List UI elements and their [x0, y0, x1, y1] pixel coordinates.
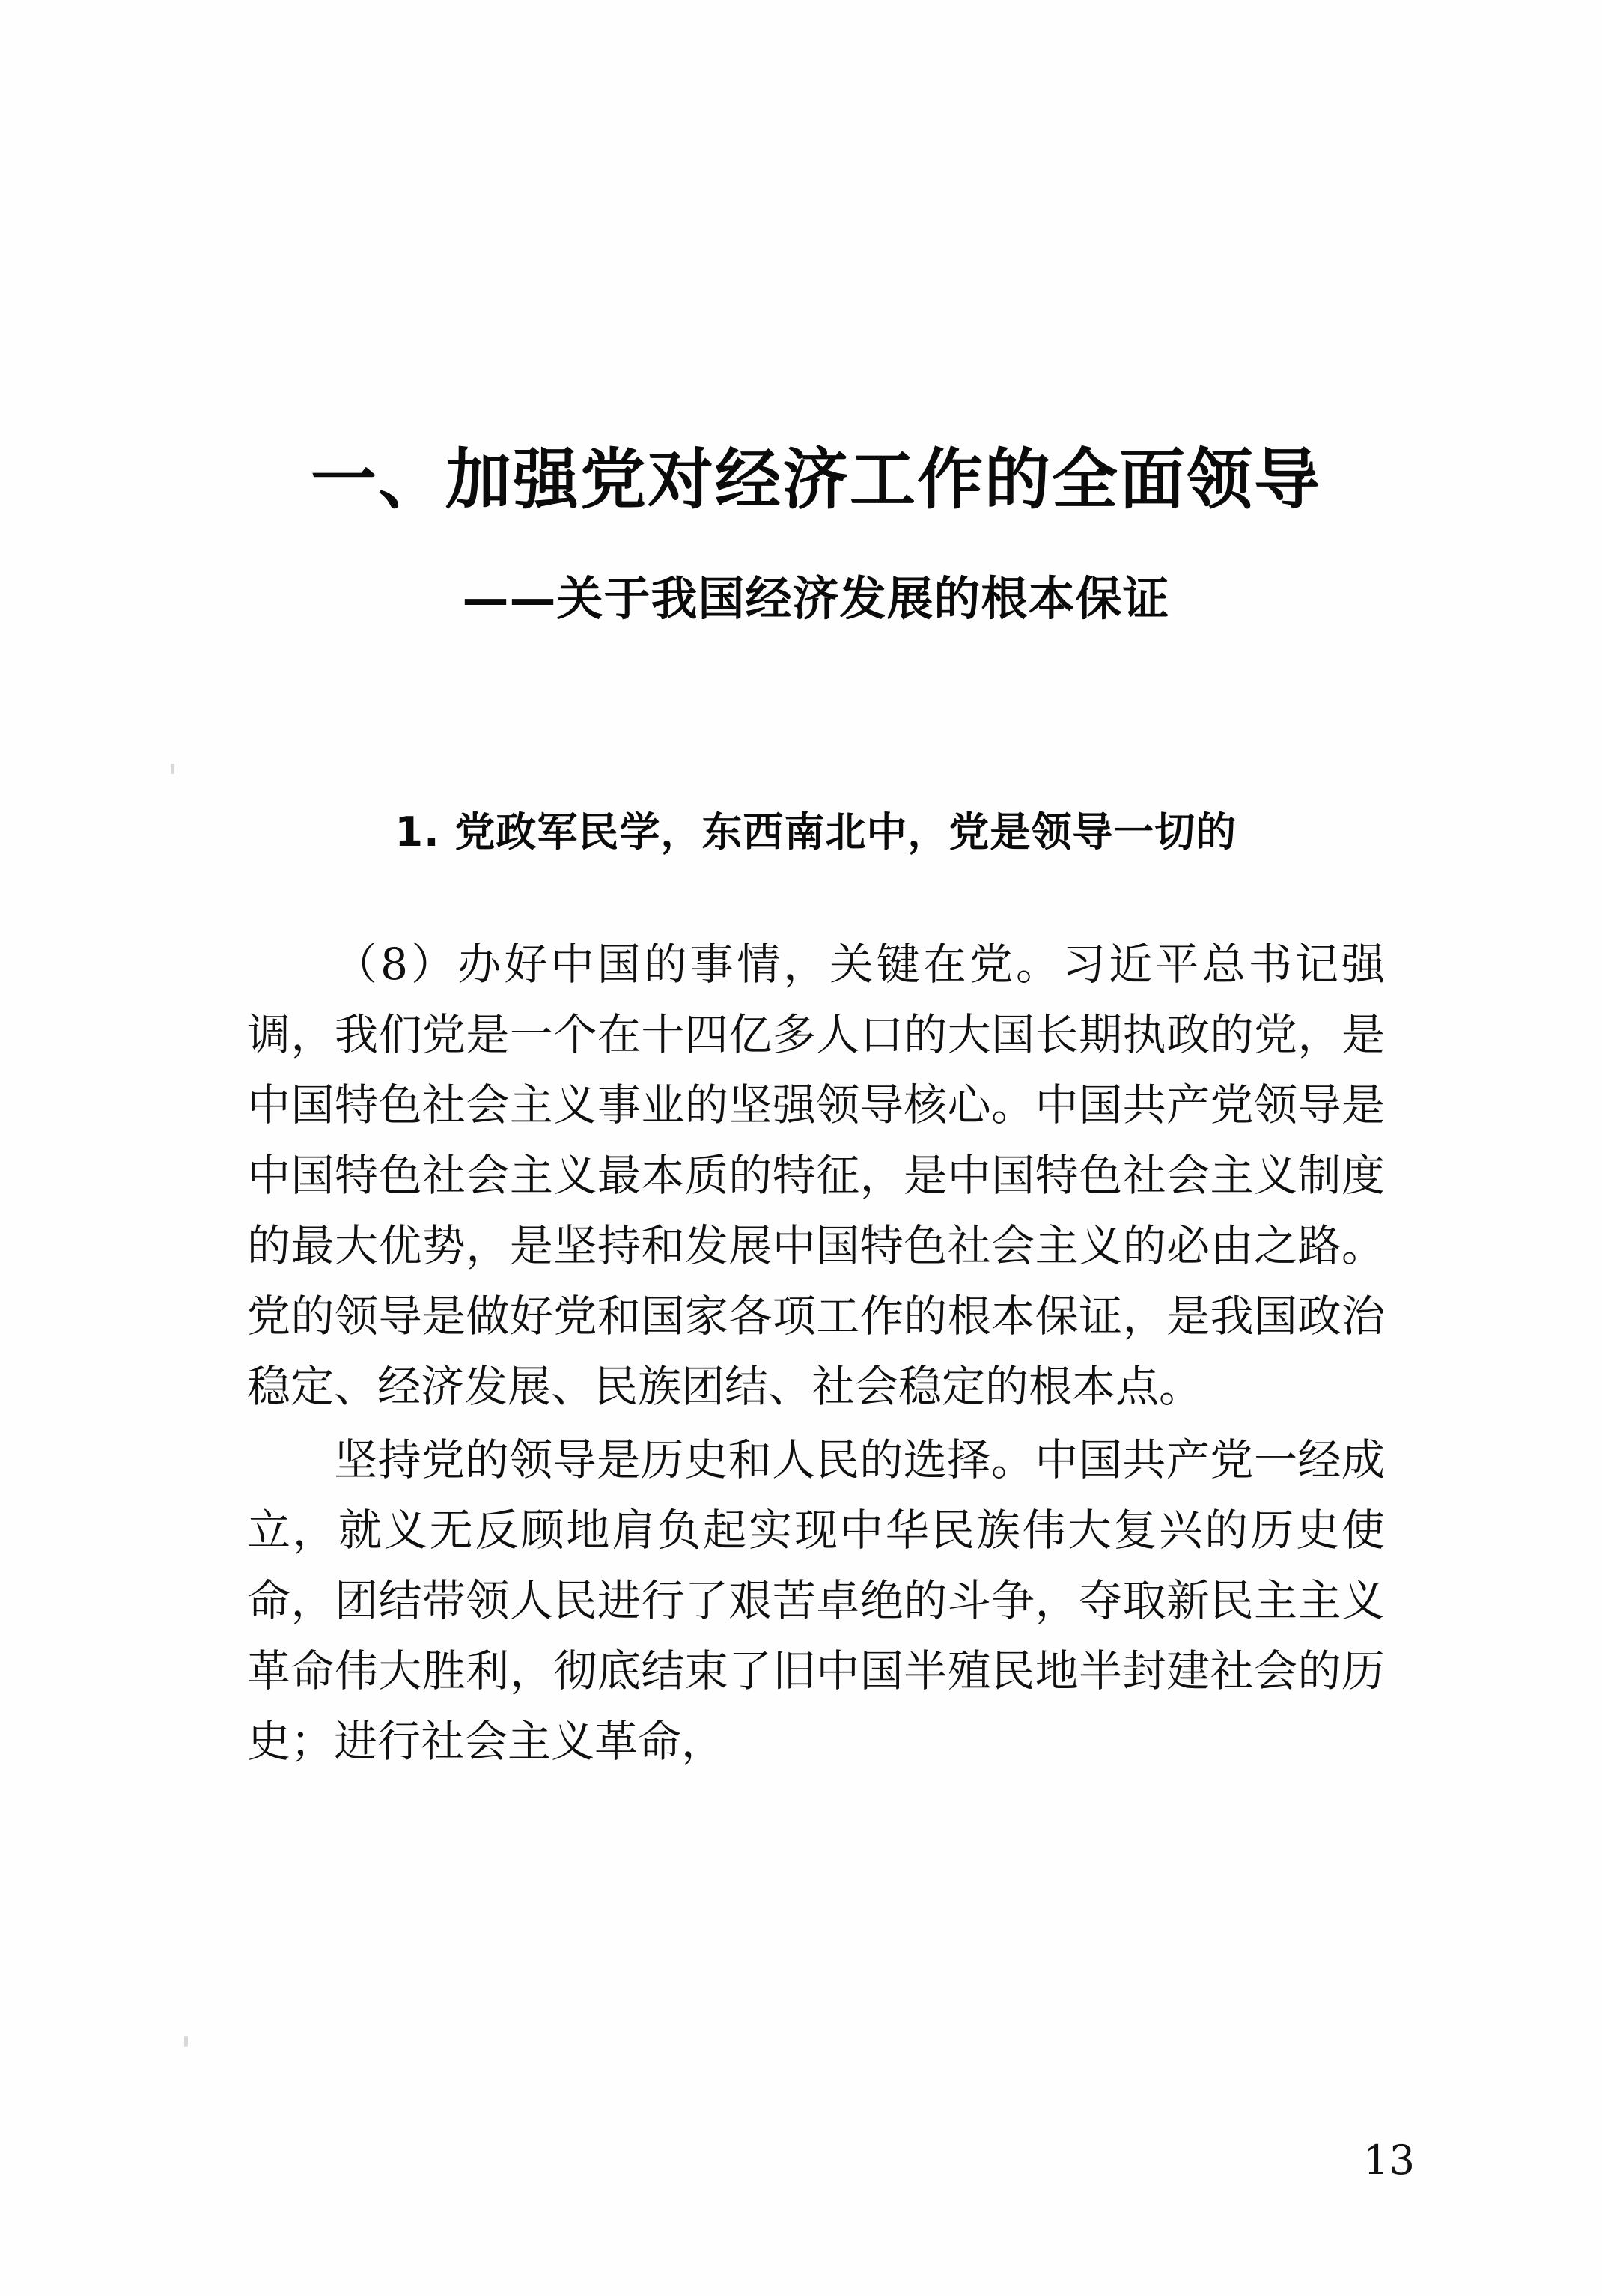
paragraph: （8）办好中国的事情，关键在党。习近平总书记强调，我们党是一个在十四亿多人口的大国长期执政的党，是中国特色社会主义事业的坚强领导核心。中国共产党领导是中国特色社会主义最本质的特征，是中国特色社会主义制度的最大优势，是坚持和发展中国特色社会主义的必由之路。党的领导是做好党和国家各项工作的根本保证，是我国政治稳定、经济发展、民族团结、社会稳定的根本点。 — [247, 939, 1385, 1412]
section-heading: 1. 党政军民学，东西南北中，党是领导一切的 — [395, 809, 1237, 856]
page-number: 13 — [1363, 2137, 1415, 2184]
chapter-subtitle: ——关于我国经济发展的根本保证 — [462, 571, 1170, 627]
body-text — [247, 930, 1385, 1776]
paragraph: 坚持党的领导是历史和人民的选择。中国共产党一经成立，就义无反顾地肩负起实现中华民族伟大复兴的历史使命，团结带领人民进行了艰苦卓绝的斗争，夺取新民主主义革命伟大胜利，彻底结束了旧中国半殖民地半封建社会的历史；进行社会主义革命， — [247, 1434, 1385, 1767]
page-speck — [184, 2036, 188, 2047]
chapter-title: 一、加强党对经济工作的全面领导 — [310, 440, 1321, 518]
page-content — [247, 0, 1385, 1777]
page-speck — [171, 764, 174, 774]
